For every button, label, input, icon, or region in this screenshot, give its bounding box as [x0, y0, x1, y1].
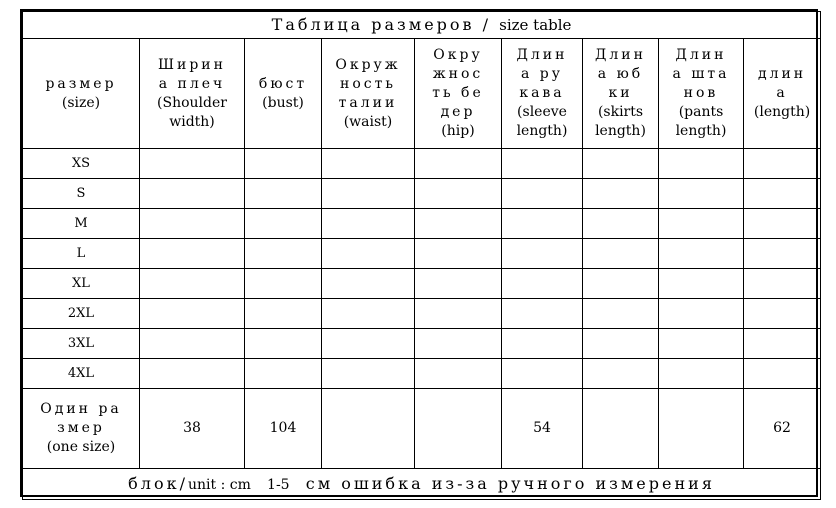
- one-size-label-en: (one size): [46, 439, 116, 455]
- table-row: [23, 149, 821, 179]
- size-label: 3XL: [23, 329, 140, 359]
- table-cell: [415, 209, 502, 239]
- table-cell: [502, 359, 583, 389]
- table-cell: [415, 149, 502, 179]
- column-header-en: (pants length): [675, 104, 727, 139]
- column-header-ru: длин а: [757, 66, 807, 101]
- column-header-en: (sleeve length): [516, 104, 568, 139]
- table-cell: [245, 179, 322, 209]
- table-cell: [415, 299, 502, 329]
- size-label: 4XL: [23, 359, 140, 389]
- table-cell: [415, 329, 502, 359]
- table-cell: [659, 239, 744, 269]
- one-size-value: [322, 389, 415, 469]
- table-cell: [140, 209, 245, 239]
- one-size-label-ru: Один ра змер: [40, 401, 122, 436]
- table-cell: [415, 239, 502, 269]
- column-header-en: (hip): [441, 123, 475, 139]
- size-label: XL: [23, 269, 140, 299]
- table-cell: [744, 359, 821, 389]
- column-header-ru: Окру жнос ть бе дер: [432, 47, 484, 120]
- table-cell: [415, 359, 502, 389]
- one-size-value: 62: [744, 389, 821, 469]
- table-cell: [744, 269, 821, 299]
- table-cell: [245, 359, 322, 389]
- header-row: [23, 39, 821, 149]
- table-cell: [583, 209, 659, 239]
- table-cell: [744, 239, 821, 269]
- column-header-en: (Shoulder width): [157, 94, 227, 130]
- table-row: [23, 359, 821, 389]
- table-row: [23, 269, 821, 299]
- table-cell: [744, 299, 821, 329]
- column-header-en: (bust): [262, 94, 304, 111]
- column-header: [245, 39, 322, 149]
- table-cell: [583, 179, 659, 209]
- one-size-value: 104: [245, 389, 322, 469]
- table-cell: [583, 239, 659, 269]
- title-row: [23, 12, 821, 39]
- unit-label-en: unit : cm: [188, 476, 251, 493]
- table-row: [23, 239, 821, 269]
- table-cell: [322, 149, 415, 179]
- column-header-en: (size): [61, 94, 101, 111]
- table-cell: [659, 209, 744, 239]
- table-cell: [140, 239, 245, 269]
- table-cell: [659, 179, 744, 209]
- size-label: L: [23, 239, 140, 269]
- table-cell: [322, 209, 415, 239]
- table-cell: [659, 269, 744, 299]
- one-size-label: [23, 389, 140, 469]
- table-row: [23, 329, 821, 359]
- table-cell: [659, 359, 744, 389]
- column-header: [415, 39, 502, 149]
- table-cell: [502, 299, 583, 329]
- column-header-ru: Длин а ру кава: [516, 47, 568, 101]
- size-table: [22, 11, 821, 500]
- column-header: [583, 39, 659, 149]
- one-size-value: 54: [502, 389, 583, 469]
- column-header-en: (length): [753, 104, 811, 120]
- one-size-row: [23, 389, 821, 469]
- table-cell: [502, 329, 583, 359]
- table-cell: [744, 179, 821, 209]
- table-cell: [322, 269, 415, 299]
- one-size-value: [415, 389, 502, 469]
- table-cell: [583, 359, 659, 389]
- table-cell: [744, 209, 821, 239]
- unit-note: [23, 469, 821, 500]
- table-cell: [583, 329, 659, 359]
- table-cell: [415, 179, 502, 209]
- table-cell: [140, 149, 245, 179]
- column-header: [23, 39, 140, 149]
- footer-row: [23, 469, 821, 500]
- error-note: см ошибка из-за ручного измерения: [305, 473, 715, 493]
- table-cell: [322, 299, 415, 329]
- table-cell: [140, 359, 245, 389]
- table-cell: [140, 269, 245, 299]
- table-cell: [659, 329, 744, 359]
- column-header-ru: Длин а юб ки: [595, 47, 646, 101]
- table-cell: [502, 149, 583, 179]
- column-header: [322, 39, 415, 149]
- column-header: [659, 39, 744, 149]
- column-header: [744, 39, 821, 149]
- unit-label-ru: блок/: [128, 473, 188, 493]
- column-header-ru: Окруж ность талии: [335, 56, 401, 111]
- column-header-ru: размер: [45, 75, 117, 92]
- table-cell: [583, 269, 659, 299]
- table-cell: [659, 299, 744, 329]
- table-cell: [659, 149, 744, 179]
- column-header: [140, 39, 245, 149]
- table-title: [23, 12, 821, 39]
- column-header-ru: Ширин а плеч: [158, 56, 226, 92]
- table-cell: [502, 239, 583, 269]
- one-size-value: [583, 389, 659, 469]
- column-header: [502, 39, 583, 149]
- table-row: [23, 299, 821, 329]
- table-row: [23, 179, 821, 209]
- table-cell: [322, 329, 415, 359]
- one-size-value: 38: [140, 389, 245, 469]
- table-cell: [245, 269, 322, 299]
- table-cell: [322, 179, 415, 209]
- table-cell: [245, 329, 322, 359]
- column-header-en: (waist): [343, 113, 393, 130]
- table-cell: [245, 239, 322, 269]
- title-en: size table: [499, 16, 572, 34]
- table-row: [23, 209, 821, 239]
- size-label: 2XL: [23, 299, 140, 329]
- table-cell: [744, 149, 821, 179]
- size-label: S: [23, 179, 140, 209]
- table-cell: [583, 299, 659, 329]
- size-table-sheet: [20, 9, 818, 497]
- title-ru: Таблица размеров: [271, 15, 475, 34]
- error-range: 1-5: [267, 476, 290, 493]
- table-cell: [245, 149, 322, 179]
- size-label: M: [23, 209, 140, 239]
- table-cell: [744, 329, 821, 359]
- title-sep: /: [474, 15, 500, 34]
- table-cell: [502, 179, 583, 209]
- table-cell: [140, 329, 245, 359]
- table-cell: [322, 359, 415, 389]
- table-cell: [415, 269, 502, 299]
- column-header-ru: бюст: [258, 75, 308, 92]
- table-cell: [245, 299, 322, 329]
- table-cell: [245, 209, 322, 239]
- one-size-value: [659, 389, 744, 469]
- size-label: XS: [23, 149, 140, 179]
- column-header-en: (skirts length): [595, 104, 646, 139]
- table-cell: [502, 269, 583, 299]
- column-header-ru: Длин а шта нов: [672, 47, 730, 101]
- table-cell: [502, 209, 583, 239]
- table-cell: [140, 179, 245, 209]
- table-cell: [140, 299, 245, 329]
- table-cell: [583, 149, 659, 179]
- table-cell: [322, 239, 415, 269]
